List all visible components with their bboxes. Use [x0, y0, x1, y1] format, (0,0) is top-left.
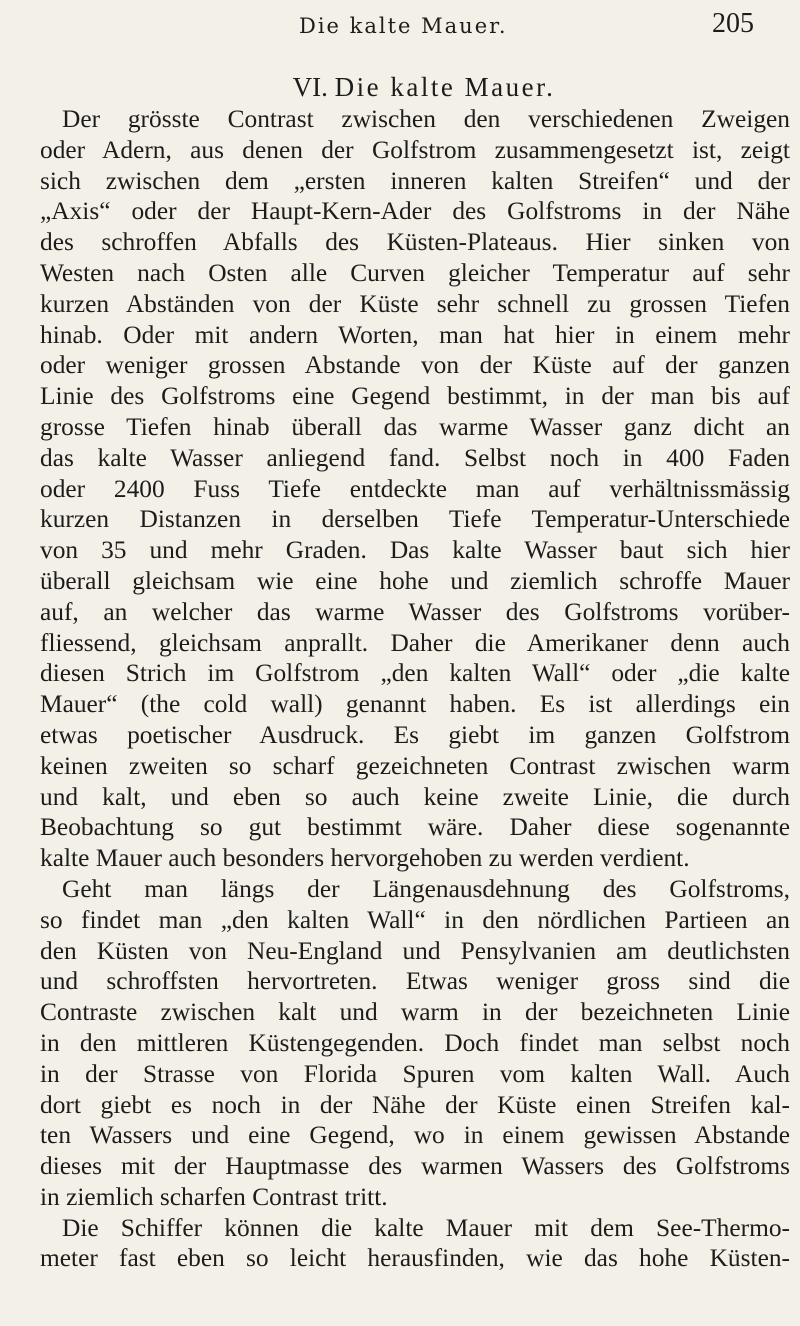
text-line: Mauer“ (the cold wall) genannt haben. Es ist allerdings ein — [40, 690, 790, 719]
text-line: grosse Tiefen hinab überall das warme Wasser ganz dicht an — [40, 412, 790, 441]
text-line: so findet man „den kalten Wall“ in den nördlichen Partieen an — [40, 905, 790, 934]
text-line: Die Schiffer können die kalte Mauer mit dem See-Thermo- — [62, 1213, 790, 1242]
page-number: 205 — [712, 8, 754, 39]
body-text — [40, 104, 790, 1274]
chapter-heading — [0, 72, 800, 103]
text-line: Geht man längs der Längenausdehnung des Golfstroms, — [62, 874, 790, 903]
text-line: von 35 und mehr Graden. Das kalte Wasser baut sich hier — [40, 536, 790, 565]
text-line: des schroffen Abfalls des Küsten-Plateaus. Hier sinken von — [40, 228, 790, 257]
text-line: fliessend, gleichsam anprallt. Daher die Amerikaner denn auch — [40, 628, 790, 657]
text-line: kalte Mauer auch besonders hervorgehoben zu werden verdient. — [40, 844, 690, 873]
text-line: hinab. Oder mit andern Worten, man hat hier in einem mehr — [40, 320, 790, 349]
text-line: kurzen Distanzen in derselben Tiefe Temperatur-Unterschiede — [40, 505, 790, 534]
text-line: in der Strasse von Florida Spuren vom kalten Wall. Auch — [40, 1059, 790, 1088]
text-line: oder 2400 Fuss Tiefe entdeckte man auf verhältnissmässig — [40, 474, 790, 503]
running-head — [0, 8, 800, 48]
chapter-title: Die kalte Mauer. — [334, 72, 556, 102]
text-line: etwas poetischer Ausdruck. Es giebt im ganzen Golfstrom — [40, 720, 790, 749]
text-line: kurzen Abständen von der Küste sehr schnell zu grossen Tiefen — [40, 289, 790, 318]
text-line: Westen nach Osten alle Curven gleicher Temperatur auf sehr — [40, 258, 790, 287]
text-line: das kalte Wasser anliegend fand. Selbst noch in 400 Faden — [40, 443, 790, 472]
text-line: auf, an welcher das warme Wasser des Golfstroms vorüber- — [40, 597, 790, 626]
text-line: ten Wassers und eine Gegend, wo in einem gewissen Abstande — [40, 1121, 790, 1150]
text-line: Der grösste Contrast zwischen den verschiedenen Zweigen — [62, 105, 790, 133]
text-line: in den mittleren Küstengegenden. Doch findet man selbst noch — [40, 1028, 790, 1057]
text-line: diesen Strich im Golfstrom „den kalten Wall“ oder „die kalte — [40, 659, 790, 688]
text-line: „Axis“ oder der Haupt-Kern-Ader des Golfstroms in der Nähe — [40, 197, 790, 226]
text-line: dieses mit der Hauptmasse des warmen Wassers des Golfstroms — [40, 1152, 790, 1181]
text-line: und kalt, und eben so auch keine zweite Linie, die durch — [40, 782, 790, 811]
text-line: Beobachtung so gut bestimmt wäre. Daher diese sogenannte — [40, 813, 790, 842]
text-line: den Küsten von Neu-England und Pensylvanien am deutlichsten — [40, 936, 790, 965]
text-line: dort giebt es noch in der Nähe der Küste einen Streifen kal- — [40, 1090, 790, 1119]
text-line: sich zwischen dem „ersten inneren kalten Streifen“ und der — [40, 166, 790, 195]
chapter-number: VI. — [292, 72, 328, 102]
text-line: keinen zweiten so scharf gezeichneten Contrast zwischen warm — [40, 751, 790, 780]
text-line: Linie des Golfstroms eine Gegend bestimmt, in der man bis auf — [40, 382, 790, 411]
text-line: meter fast eben so leicht herausfinden, wie das hohe Küsten- — [40, 1244, 790, 1273]
text-line: überall gleichsam wie eine hohe und ziemlich schroffe Mauer — [40, 566, 790, 595]
running-title: Die kalte Mauer. — [299, 14, 508, 38]
text-line: oder Adern, aus denen der Golfstrom zusammengesetzt ist, zeigt — [40, 135, 790, 164]
text-line: und schroffsten hervortreten. Etwas weniger gross sind die — [40, 967, 790, 996]
text-line: in ziemlich scharfen Contrast tritt. — [40, 1182, 388, 1211]
text-line: Contraste zwischen kalt und warm in der bezeichneten Linie — [40, 998, 790, 1027]
text-line: oder weniger grossen Abstande von der Küste auf der ganzen — [40, 351, 790, 380]
